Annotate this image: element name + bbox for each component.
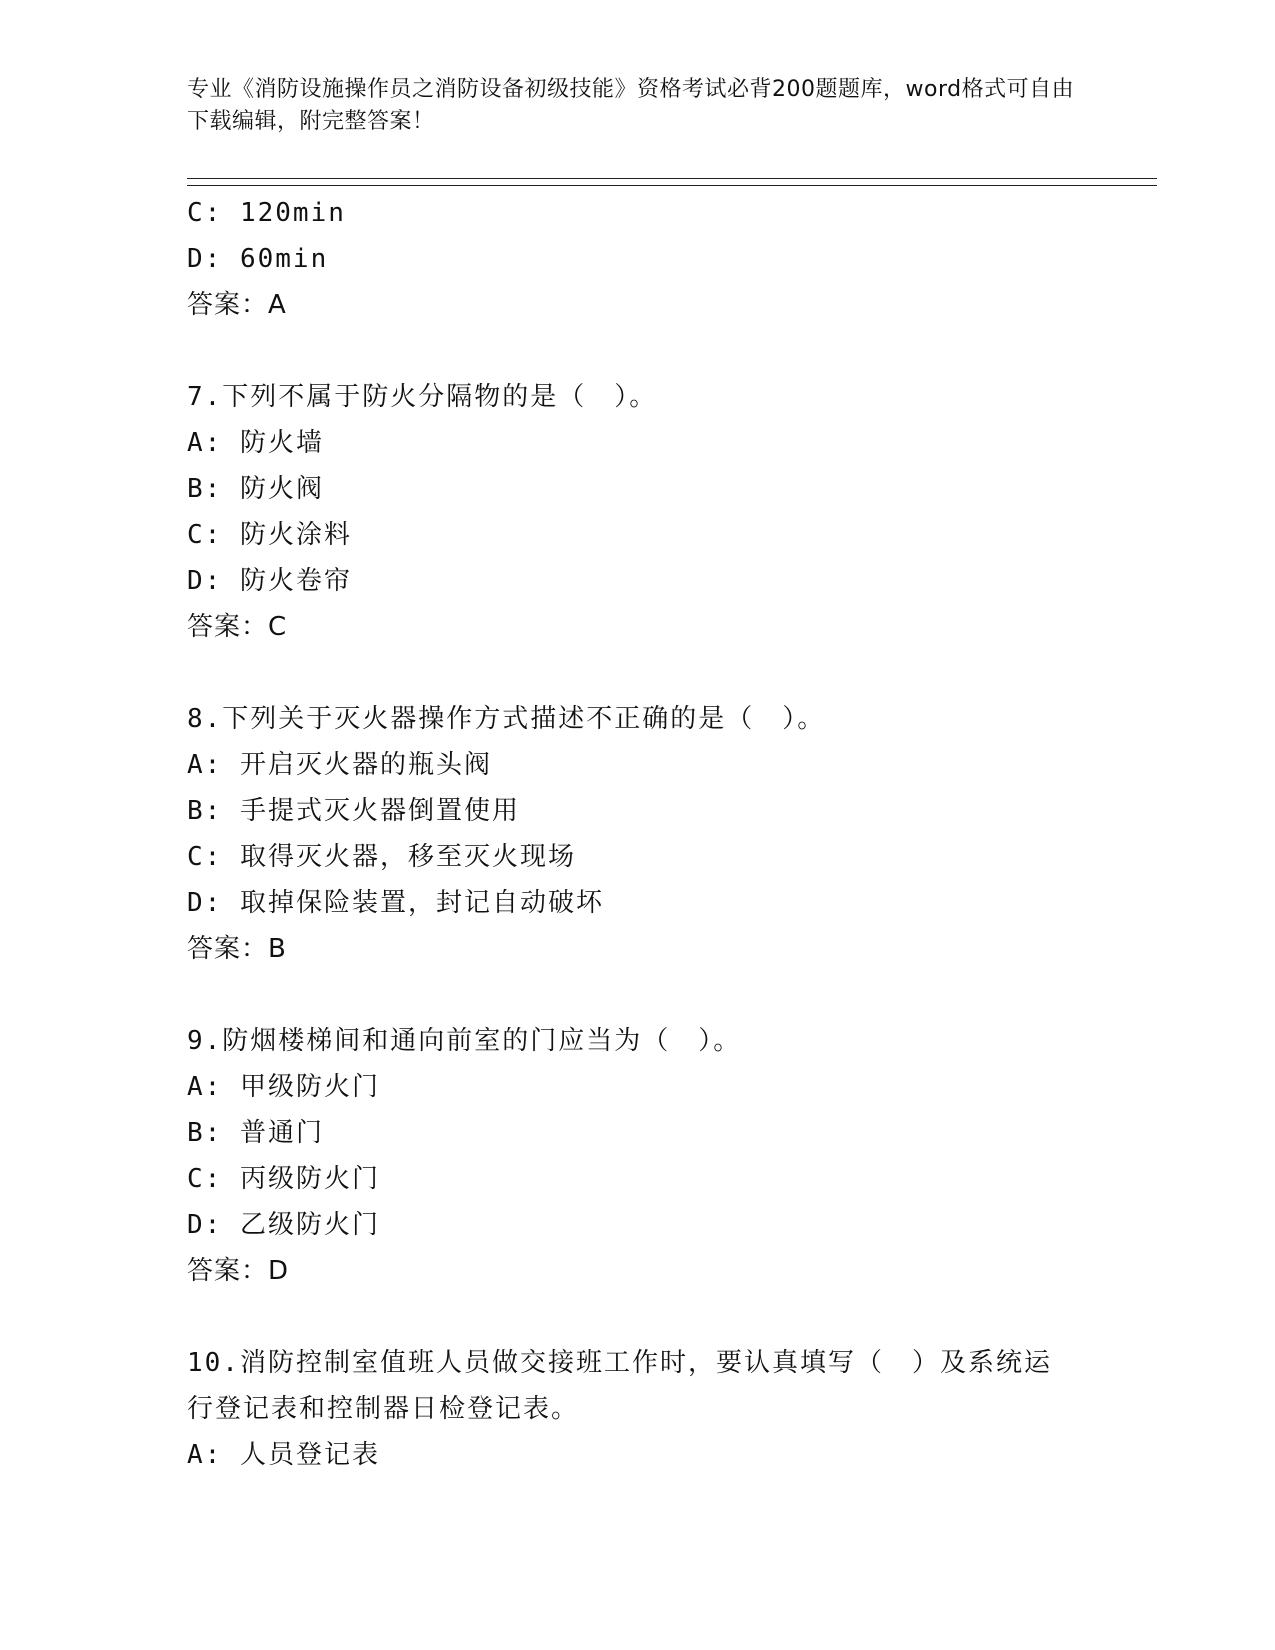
spacer <box>187 1294 1147 1340</box>
q8-option-d: D: 取掉保险装置，封记自动破坏 <box>187 888 604 918</box>
q9-answer: 答案：D <box>187 1256 290 1286</box>
q9-option-b: B: 普通门 <box>187 1118 324 1148</box>
q8-question: 8.下列关于灭火器操作方式描述不正确的是（ ）。 <box>187 704 826 734</box>
q7-answer: 答案：C <box>187 612 288 642</box>
spacer <box>187 650 1147 696</box>
q6-option-d: D: 60min <box>187 244 329 274</box>
q6-option-c: C: 120min <box>187 198 346 228</box>
q9-option-c: C: 丙级防火门 <box>187 1164 380 1194</box>
q10-option-a: A: 人员登记表 <box>187 1440 380 1470</box>
q8-option-b: B: 手提式灭火器倒置使用 <box>187 796 520 826</box>
q6-answer: 答案：A <box>187 290 287 320</box>
q10-question-line2: 行登记表和控制器日检登记表。 <box>187 1394 580 1424</box>
q9-option-d: D: 乙级防火门 <box>187 1210 380 1240</box>
q7-option-d: D: 防火卷帘 <box>187 566 352 596</box>
document-header: 专业《消防设施操作员之消防设备初级技能》资格考试必背200题题库，word格式可自由下载编辑，附完整答案！ <box>187 77 1075 134</box>
q7-option-a: A: 防火墙 <box>187 428 324 458</box>
q7-question: 7.下列不属于防火分隔物的是（ ）。 <box>187 382 658 412</box>
q9-question: 9.防烟楼梯间和通向前室的门应当为（ ）。 <box>187 1026 742 1056</box>
q7-option-c: C: 防火涂料 <box>187 520 352 550</box>
q8-option-c: C: 取得灭火器，移至灭火现场 <box>187 842 576 872</box>
q8-option-a: A: 开启灭火器的瓶头阀 <box>187 750 492 780</box>
q8-answer: 答案：B <box>187 934 287 964</box>
q7-option-b: B: 防火阀 <box>187 474 324 504</box>
q10-question-line1: 10.消防控制室值班人员做交接班工作时，要认真填写（ ）及系统运 <box>187 1348 1052 1378</box>
spacer <box>187 328 1147 374</box>
header-divider <box>187 178 1157 186</box>
q9-option-a: A: 甲级防火门 <box>187 1072 380 1102</box>
question-list <box>187 190 1147 1478</box>
spacer <box>187 972 1147 1018</box>
